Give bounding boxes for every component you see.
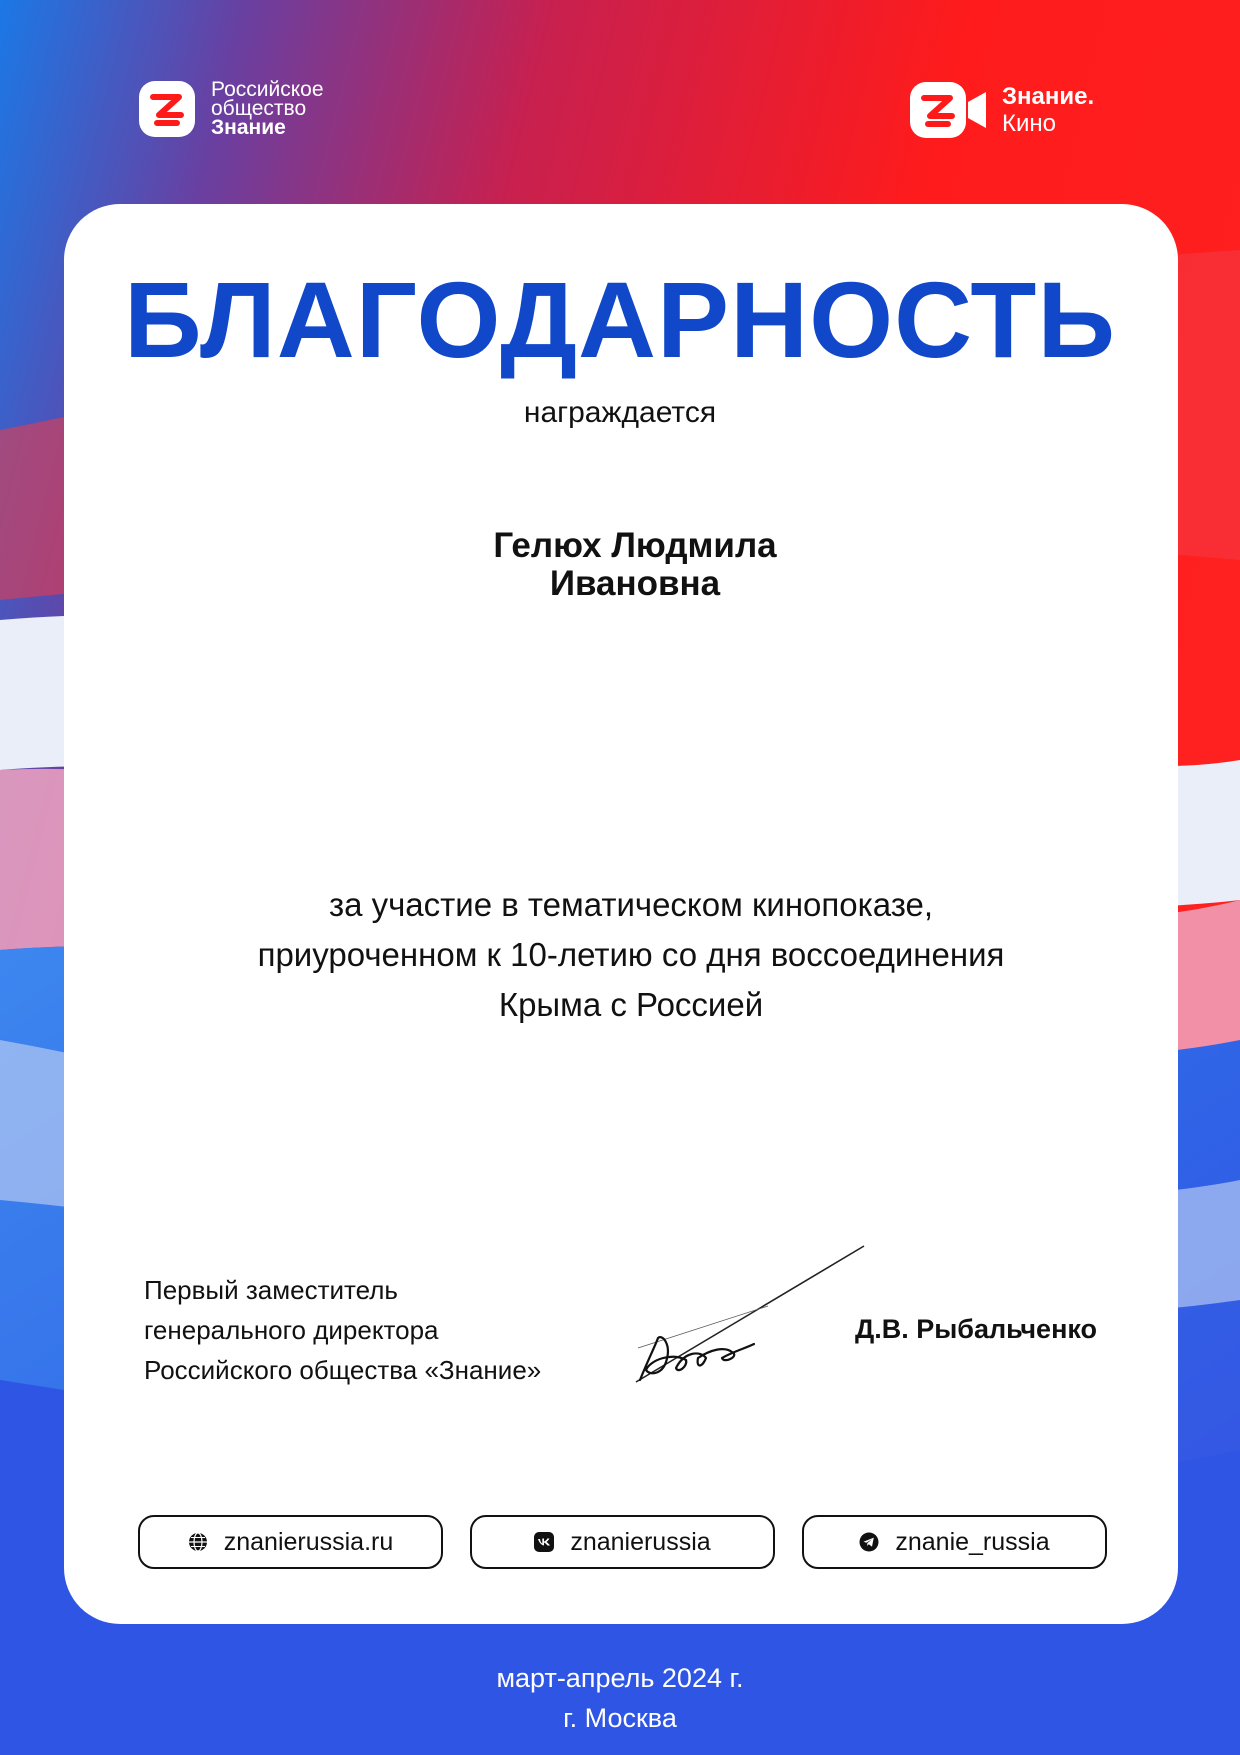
certificate-title: БЛАГОДАРНОСТЬ [124, 259, 1116, 380]
globe-icon [188, 1532, 208, 1552]
signatory-position [144, 1270, 541, 1390]
signatory-name: Д.В. Рыбальченко [855, 1314, 1098, 1344]
contact-telegram-link[interactable] [802, 1515, 1107, 1569]
kino-logo-line-2: Кино [1002, 110, 1056, 137]
contact-vk-label: znanierussia [570, 1527, 711, 1556]
contact-website-label: znanierussia.ru [223, 1527, 394, 1556]
logo-line-1: Российское [211, 78, 324, 101]
position-line-1: Первый заместитель [144, 1275, 398, 1305]
logo-line-3: Знание [211, 116, 286, 139]
footer-city: г. Москва [563, 1703, 677, 1733]
recipient-line-1: Гелюх Людмила [493, 526, 777, 565]
telegram-icon [859, 1532, 879, 1552]
znanie-logo-icon [139, 81, 195, 137]
recipient-line-2: Ивановна [549, 564, 721, 603]
recipient-name [0, 527, 1240, 603]
reason-line-3: Крыма с Россией [498, 986, 764, 1023]
position-line-2: генерального директора [144, 1315, 439, 1345]
awarded-text: награждается [523, 396, 717, 429]
znanie-kino-logo-icon [908, 80, 990, 140]
kino-logo-line-1: Знание. [1002, 83, 1095, 110]
award-reason [0, 880, 1240, 1030]
contact-vk-link[interactable] [470, 1515, 775, 1569]
vk-icon [534, 1532, 554, 1552]
reason-line-2: приуроченном к 10-летию со дня воссоединения [257, 936, 1005, 973]
reason-line-1: за участие в тематическом кинопоказе, [328, 886, 934, 923]
contact-website-link[interactable] [138, 1515, 443, 1569]
logo-line-2: общество [211, 97, 307, 120]
contact-telegram-label: znanie_russia [895, 1527, 1050, 1556]
znanie-society-logo [139, 80, 324, 137]
position-line-3: Российского общества «Знание» [144, 1355, 542, 1385]
footer-date: март-апрель 2024 г. [496, 1663, 744, 1693]
handwritten-signature [628, 1240, 873, 1390]
znanie-kino-logo [908, 80, 1094, 140]
footer-date-place [0, 1658, 1240, 1738]
